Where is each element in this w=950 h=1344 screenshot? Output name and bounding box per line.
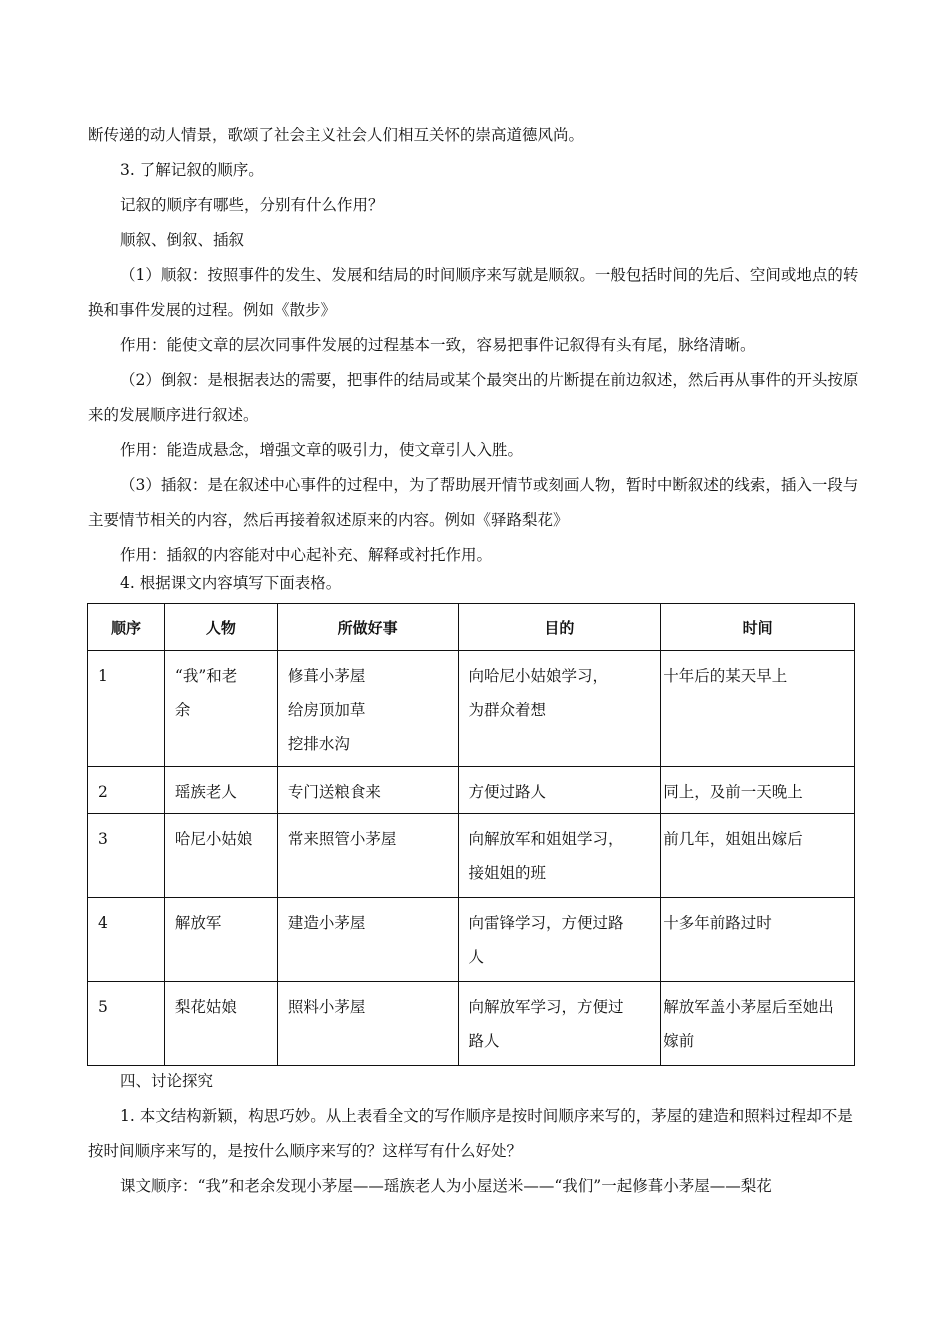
cell-person: 解放军 (174, 914, 222, 932)
heading-fill-table: 4. 根据课文内容填写下面表格。 (120, 574, 342, 592)
cell-order: 1 (98, 667, 108, 685)
table-row (88, 767, 855, 814)
cell-deeds: 常来照管小茅屋 (287, 830, 397, 848)
table-row (88, 982, 855, 1066)
paragraph-daoxu-effect: 作用：能造成悬念，增强文章的吸引力，使文章引人入胜。 (120, 441, 524, 459)
cell-time: 十多年前路过时 (663, 914, 772, 932)
cell-order: 2 (98, 783, 108, 801)
cell-purpose: 向哈尼小姑娘学习， 为群众着想 (468, 667, 609, 719)
paragraph-shunxu: （1）顺叙：按照事件的发生、发展和结局的时间顺序来写就是顺叙。一般包括时间的先后、空间或地点的转换和事件发展的过程。例如《散步》 (88, 266, 859, 319)
paragraph-text-order: 课文顺序：“我”和老余发现小茅屋——瑶族老人为小屋送米——“我们”一起修葺小茅屋——梨花 (120, 1177, 772, 1195)
paragraph-chaxu-effect: 作用：插叙的内容能对中心起补充、解释或衬托作用。 (120, 546, 493, 564)
cell-deeds: 照料小茅屋 (287, 998, 366, 1016)
cell-time: 十年后的某天早上 (663, 667, 788, 685)
cell-purpose: 向雷锋学习，方便过路 人 (468, 914, 624, 966)
cell-person: 哈尼小姑娘 (174, 830, 253, 848)
cell-purpose: 方便过路人 (468, 783, 547, 801)
header-order: 顺序 (88, 604, 165, 651)
paragraph-intro-end: 断传递的动人情景，歌颂了社会主义社会人们相互关怀的崇高道德风尚。 (88, 126, 585, 144)
question-structure: 1. 本文结构新颖，构思巧妙。从上表看全文的写作顺序是按时间顺序来写的，茅屋的建造和照料过程却不是按时间顺序来写的，是按什么顺序来写的？这样写有什么好处？ (88, 1107, 853, 1160)
cell-time: 同上，及前一天晚上 (663, 783, 803, 801)
cell-person: “我”和老 余 (174, 667, 238, 719)
table-header-row (88, 604, 855, 651)
cell-time: 解放军盖小茅屋后至她出 嫁前 (663, 998, 834, 1050)
cell-deeds: 修葺小茅屋 给房顶加草 挖排水沟 (287, 667, 366, 753)
cell-purpose: 向解放军学习，方便过 路人 (468, 998, 624, 1050)
table-row (88, 814, 855, 898)
table-row (88, 898, 855, 982)
header-purpose: 目的 (458, 604, 661, 651)
paragraph-shunxu-effect: 作用：能使文章的层次同事件发展的过程基本一致，容易把事件记叙得有头有尾，脉络清晰。 (120, 336, 756, 354)
question-narrative-order: 记叙的顺序有哪些，分别有什么作用？ (120, 196, 384, 214)
cell-purpose: 向解放军和姐姐学习， 接姐姐的班 (468, 830, 624, 882)
header-deeds: 所做好事 (277, 604, 458, 651)
cell-person: 瑶族老人 (174, 783, 237, 801)
story-table (87, 603, 855, 1066)
heading-discussion: 四、讨论探究 (120, 1072, 214, 1090)
cell-order: 4 (98, 914, 108, 932)
cell-deeds: 专门送粮食来 (287, 783, 381, 801)
heading-narrative-order: 3. 了解记叙的顺序。 (120, 161, 264, 179)
header-person: 人物 (164, 604, 277, 651)
cell-person: 梨花姑娘 (174, 998, 237, 1016)
answer-order-types: 顺叙、倒叙、插叙 (120, 231, 245, 249)
paragraph-daoxu: （2）倒叙：是根据表达的需要，把事件的结局或某个最突出的片断提在前边叙述，然后再从事件的开头按原来的发展顺序进行叙述。 (88, 371, 859, 424)
cell-order: 3 (98, 830, 108, 848)
paragraph-chaxu: （3）插叙：是在叙述中心事件的过程中，为了帮助展开情节或刻画人物，暂时中断叙述的线索，插入一段与主要情节相关的内容，然后再接着叙述原来的内容。例如《驿路梨花》 (88, 476, 859, 529)
cell-order: 5 (98, 998, 108, 1016)
cell-deeds: 建造小茅屋 (287, 914, 366, 932)
header-time: 时间 (661, 604, 855, 651)
cell-time: 前几年，姐姐出嫁后 (663, 830, 803, 848)
table-row (88, 651, 855, 767)
